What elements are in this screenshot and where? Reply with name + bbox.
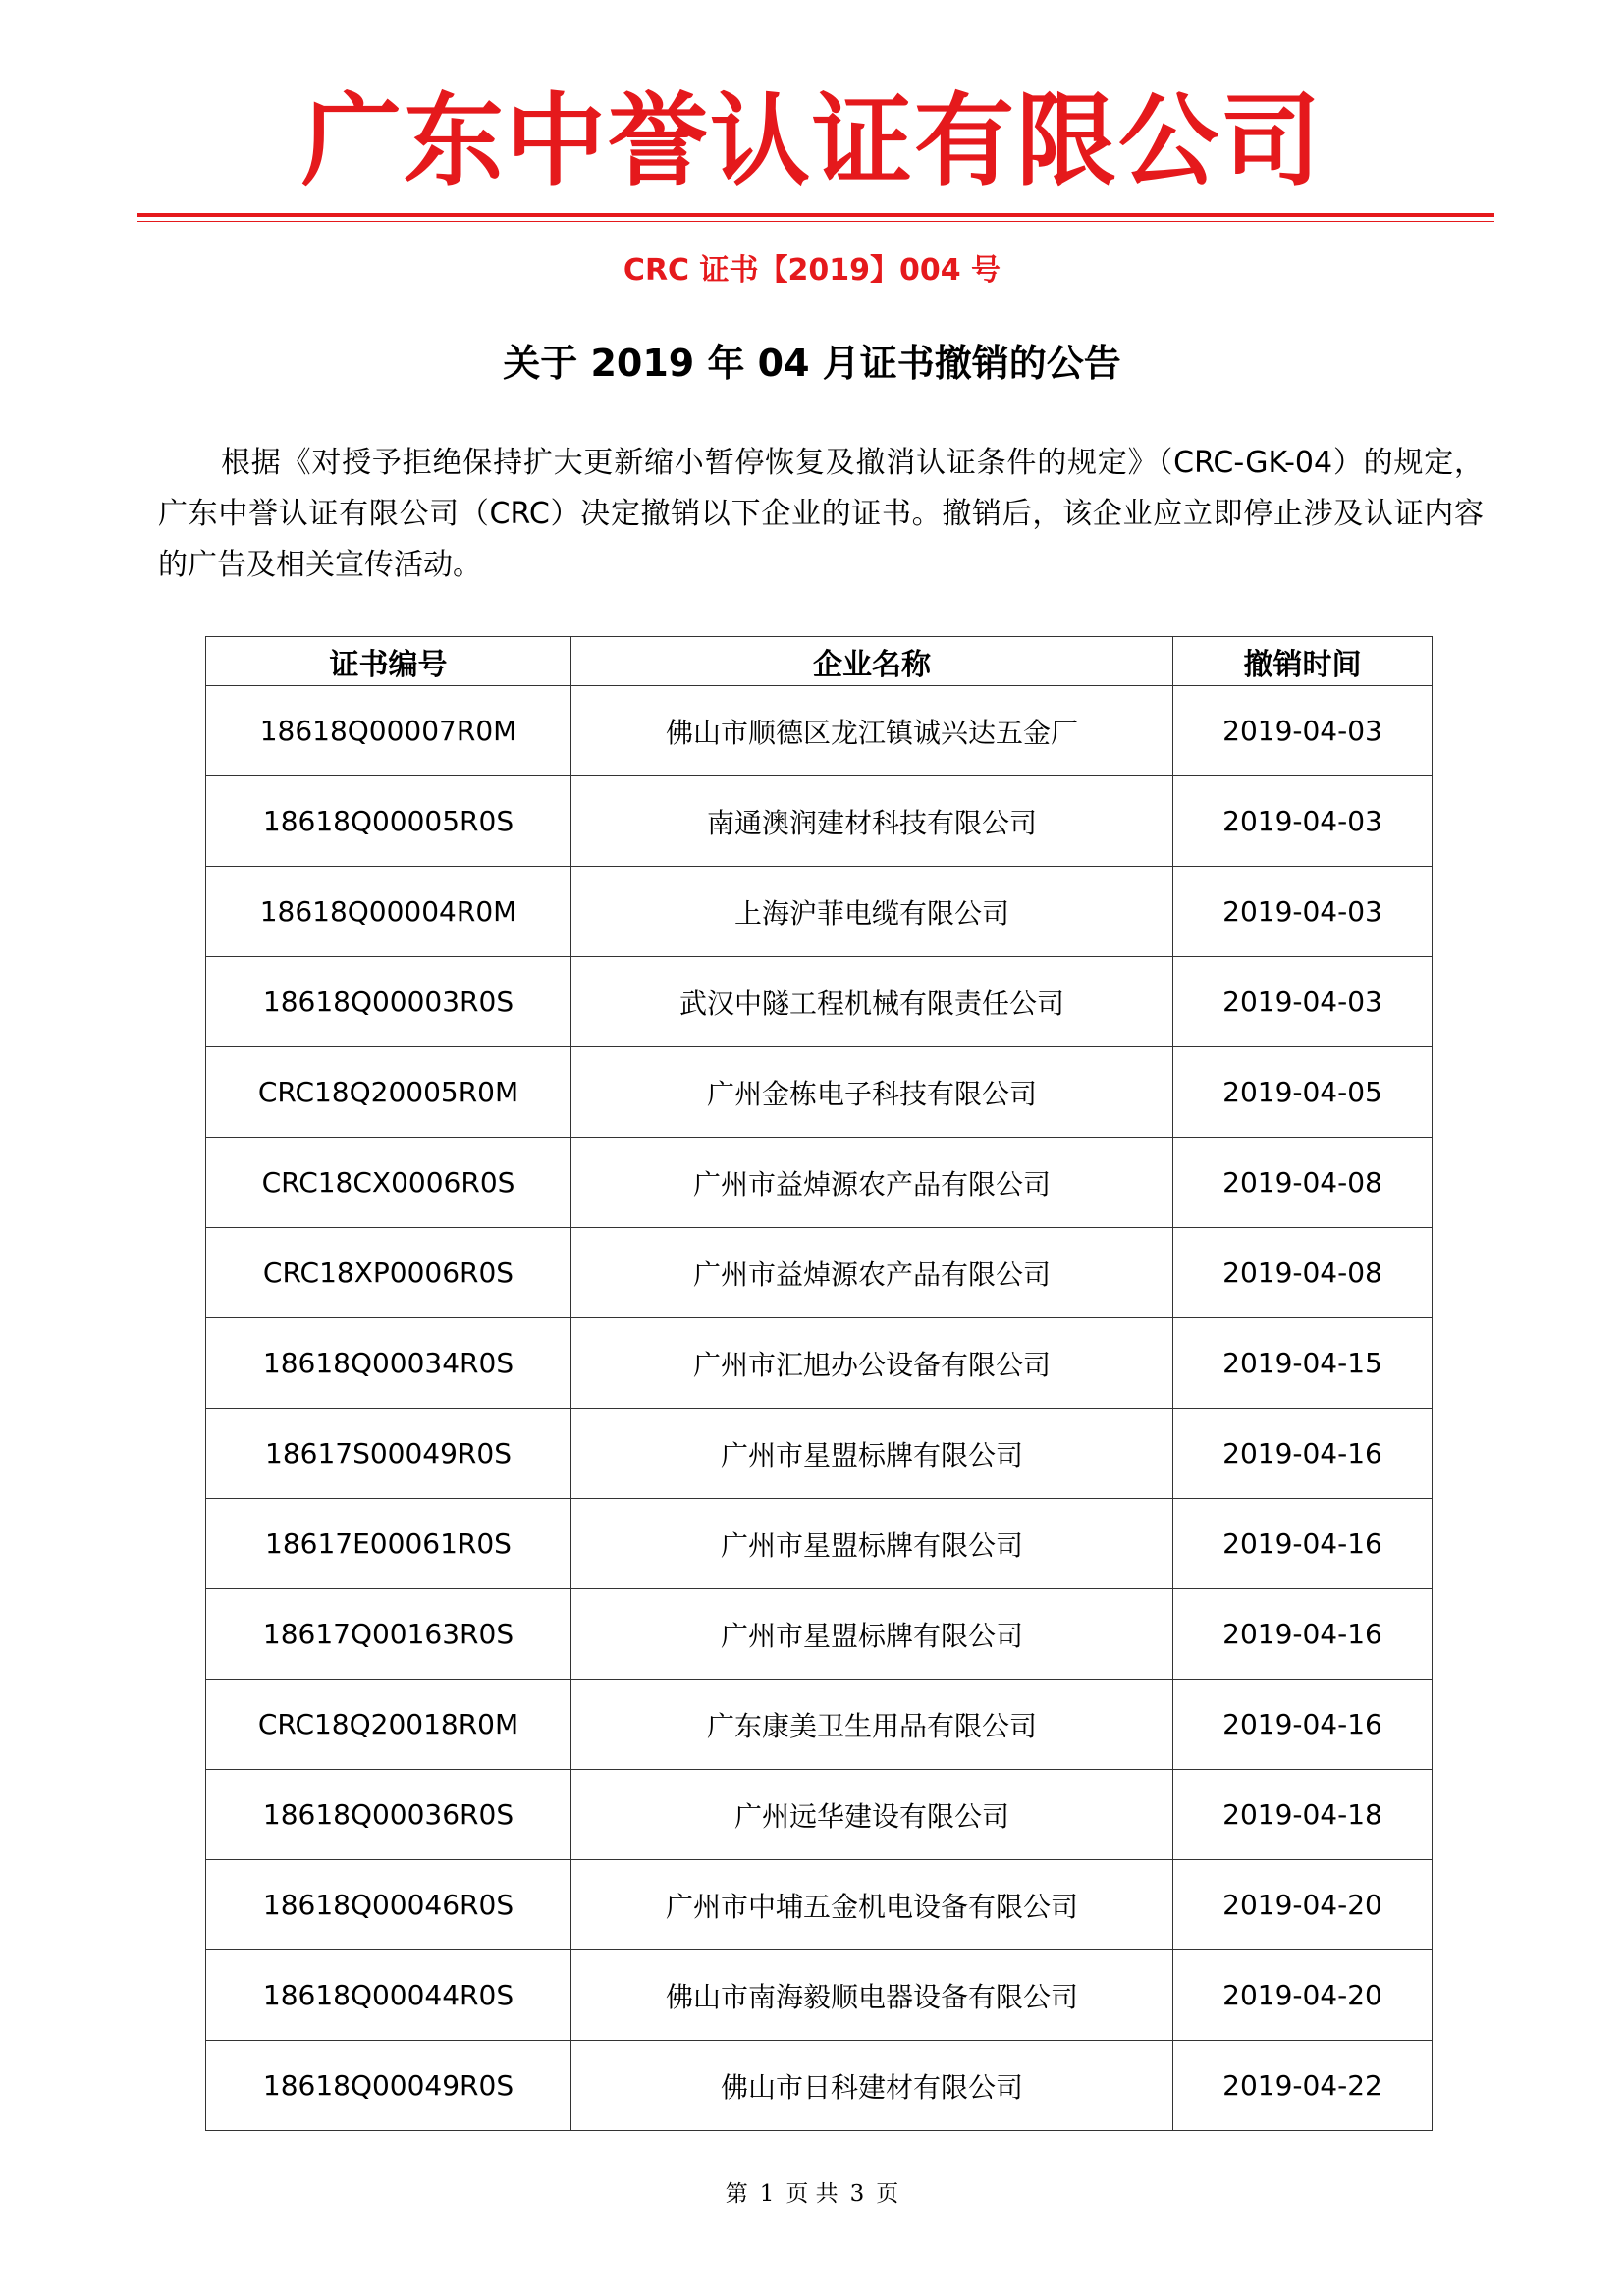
table-header-row <box>206 637 1433 686</box>
footer-mid: 页 共 <box>785 2181 839 2207</box>
revocation-date-cell: 2019-04-03 <box>1173 686 1433 776</box>
table-row <box>206 1499 1433 1589</box>
certificate-number-cell: 18618Q00044R0S <box>206 1950 571 2041</box>
table-row <box>206 1680 1433 1770</box>
company-name-cell: 广州金栋电子科技有限公司 <box>571 1047 1173 1138</box>
company-name-cell: 广州市星盟标牌有限公司 <box>571 1499 1173 1589</box>
announcement-body: 根据《对授予拒绝保持扩大更新缩小暂停恢复及撤消认证条件的规定》（CRC-GK-04）的规定，广东中誉认证有限公司（CRC）决定撤销以下企业的证书。撤销后，该企业应立即停止涉及认证内容的广告及相关宣传活动。 <box>158 446 1484 582</box>
certificate-number-cell: 18617E00061R0S <box>206 1499 571 1589</box>
table-row <box>206 2041 1433 2131</box>
certificate-number-cell: CRC18XP0006R0S <box>206 1228 571 1318</box>
revocation-date-cell: 2019-04-20 <box>1173 1950 1433 2041</box>
letterhead-rule-thick <box>137 213 1494 217</box>
certificate-number-cell: 18618Q00005R0S <box>206 776 571 867</box>
certificate-number-cell: 18618Q00004R0M <box>206 867 571 957</box>
company-name-cell: 广州市汇旭办公设备有限公司 <box>571 1318 1173 1409</box>
company-name-cell: 南通澳润建材科技有限公司 <box>571 776 1173 867</box>
certificate-number-cell: 18617S00049R0S <box>206 1409 571 1499</box>
company-name-cell: 广州市益焯源农产品有限公司 <box>571 1228 1173 1318</box>
table-row <box>206 1409 1433 1499</box>
certificate-number-cell: 18617Q00163R0S <box>206 1589 571 1680</box>
revocation-date-cell: 2019-04-08 <box>1173 1138 1433 1228</box>
table-row <box>206 1047 1433 1138</box>
company-name-cell: 广州市星盟标牌有限公司 <box>571 1409 1173 1499</box>
table-row <box>206 1950 1433 2041</box>
table-row <box>206 1589 1433 1680</box>
company-name-cell: 武汉中隧工程机械有限责任公司 <box>571 957 1173 1047</box>
revocation-date-cell: 2019-04-16 <box>1173 1589 1433 1680</box>
certificate-number-cell: 18618Q00034R0S <box>206 1318 571 1409</box>
company-name-cell: 广州市中埔五金机电设备有限公司 <box>571 1860 1173 1950</box>
document-title: 关于 2019 年 04 月证书撤销的公告 <box>503 342 1121 385</box>
footer-page-number: 1 <box>759 2181 775 2207</box>
revocation-date-cell: 2019-04-05 <box>1173 1047 1433 1138</box>
letterhead-rule-thin <box>137 221 1494 222</box>
revocation-date-cell: 2019-04-22 <box>1173 2041 1433 2131</box>
company-name-cell: 上海沪菲电缆有限公司 <box>571 867 1173 957</box>
certificate-number-cell: 18618Q00046R0S <box>206 1860 571 1950</box>
table-row <box>206 1770 1433 1860</box>
company-name-cell: 广州市益焯源农产品有限公司 <box>571 1138 1173 1228</box>
certificate-number-cell: 18618Q00007R0M <box>206 686 571 776</box>
revocation-date-cell: 2019-04-16 <box>1173 1409 1433 1499</box>
company-name-cell: 佛山市南海毅顺电器设备有限公司 <box>571 1950 1173 2041</box>
table-row <box>206 957 1433 1047</box>
company-name-cell: 佛山市日科建材有限公司 <box>571 2041 1173 2131</box>
table-row <box>206 1860 1433 1950</box>
header-company-name: 企业名称 <box>571 637 1173 686</box>
revocation-date-cell: 2019-04-08 <box>1173 1228 1433 1318</box>
revocation-date-cell: 2019-04-03 <box>1173 957 1433 1047</box>
certificate-number-cell: 18618Q00003R0S <box>206 957 571 1047</box>
header-revocation-date: 撤销时间 <box>1173 637 1433 686</box>
company-name-cell: 广州远华建设有限公司 <box>571 1770 1173 1860</box>
table-row <box>206 867 1433 957</box>
page-footer <box>0 2179 1624 2209</box>
footer-prefix: 第 <box>725 2181 748 2207</box>
table-row <box>206 1138 1433 1228</box>
certificate-number-cell: CRC18CX0006R0S <box>206 1138 571 1228</box>
footer-total-pages: 3 <box>849 2181 865 2207</box>
certificate-number-cell: CRC18Q20005R0M <box>206 1047 571 1138</box>
revocation-date-cell: 2019-04-15 <box>1173 1318 1433 1409</box>
certificate-number-cell: 18618Q00049R0S <box>206 2041 571 2131</box>
table-row <box>206 1318 1433 1409</box>
revocation-date-cell: 2019-04-03 <box>1173 867 1433 957</box>
header-certificate-number: 证书编号 <box>206 637 571 686</box>
table-row <box>206 686 1433 776</box>
revocation-date-cell: 2019-04-20 <box>1173 1860 1433 1950</box>
revocation-table <box>205 636 1433 2131</box>
company-name-cell: 广州市星盟标牌有限公司 <box>571 1589 1173 1680</box>
revocation-date-cell: 2019-04-16 <box>1173 1499 1433 1589</box>
company-name-cell: 广东康美卫生用品有限公司 <box>571 1680 1173 1770</box>
revocation-date-cell: 2019-04-03 <box>1173 776 1433 867</box>
certificate-number-cell: CRC18Q20018R0M <box>206 1680 571 1770</box>
table-row <box>206 1228 1433 1318</box>
document-number: CRC 证书【2019】004 号 <box>623 253 1001 288</box>
revocation-date-cell: 2019-04-16 <box>1173 1680 1433 1770</box>
table-row <box>206 776 1433 867</box>
certificate-number-cell: 18618Q00036R0S <box>206 1770 571 1860</box>
revocation-date-cell: 2019-04-18 <box>1173 1770 1433 1860</box>
company-name-cell: 佛山市顺德区龙江镇诚兴达五金厂 <box>571 686 1173 776</box>
letterhead-company-name: 广东中誉认证有限公司 <box>301 83 1323 200</box>
table-body <box>206 686 1433 2131</box>
footer-suffix: 页 <box>876 2181 899 2207</box>
